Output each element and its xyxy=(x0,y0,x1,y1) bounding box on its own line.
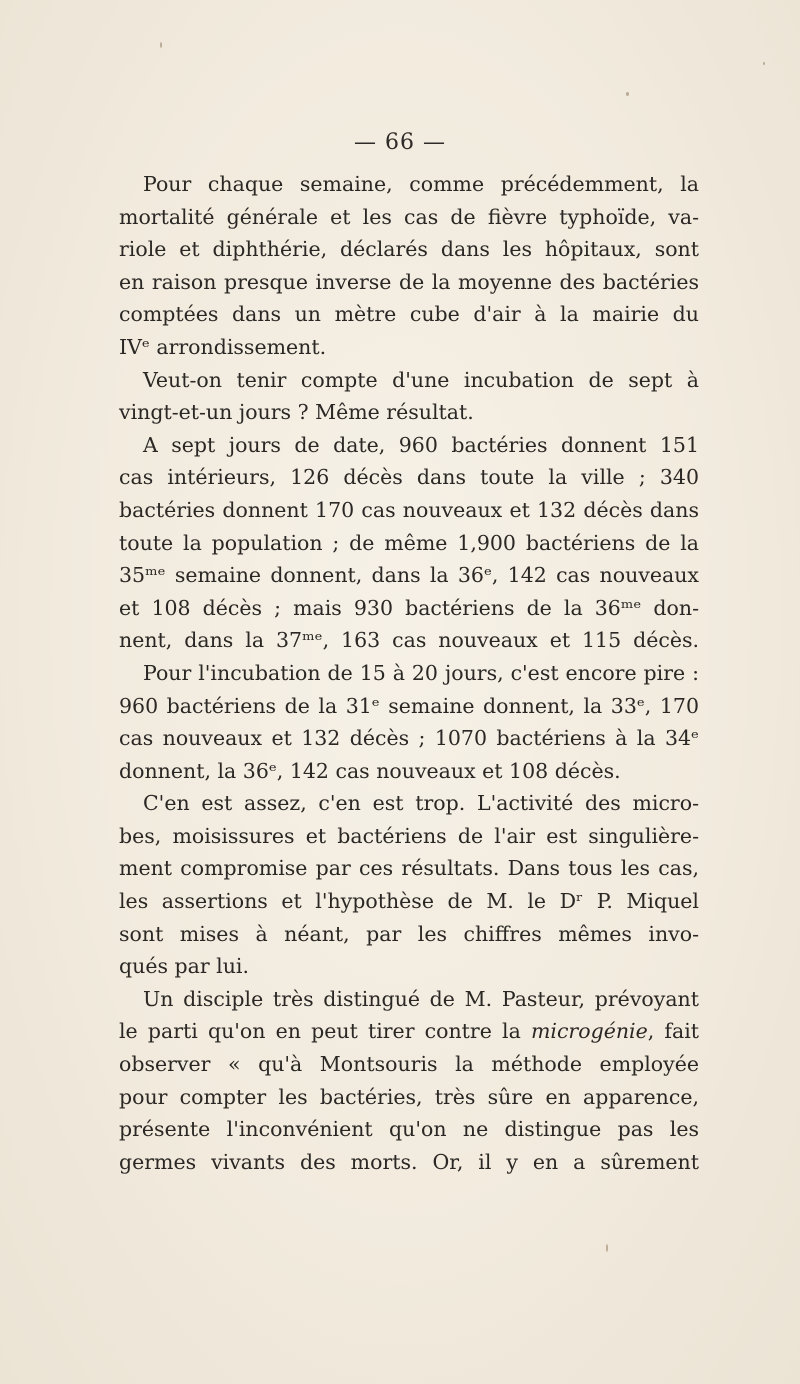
text-line: présente l'inconvénient qu'on ne distingue pas les xyxy=(119,1117,699,1142)
emphasized-word: microgénie xyxy=(530,1019,648,1044)
paper-speck xyxy=(160,42,162,48)
text-line: bactéries donnent 170 cas nouveaux et 132 décès dans xyxy=(119,497,699,522)
text-line: 960 bactériens de la 31ᵉ semaine donnent, la 33ᵉ, 170 xyxy=(119,693,699,718)
text-line: cas nouveaux et 132 décès ; 1070 bactériens à la 34ᵉ xyxy=(119,726,699,751)
text-line: Un disciple très distingué de M. Pasteur, prévoyant xyxy=(143,986,699,1011)
paper-speck xyxy=(763,62,765,65)
text-line: en raison presque inverse de la moyenne des bactéries xyxy=(119,269,699,294)
text-line: les assertions et l'hypothèse de M. le Dʳ P. Miquel xyxy=(119,889,699,914)
text-line: riole et diphthérie, déclarés dans les hôpitaux, sont xyxy=(119,237,699,262)
body-text xyxy=(119,168,699,1178)
text-line: Pour chaque semaine, comme précédemment, la xyxy=(143,172,699,196)
text-line: sont mises à néant, par les chiffres mêmes invo- xyxy=(119,921,699,946)
text-line: qués par lui. xyxy=(119,954,249,979)
text-line: le parti qu'on en peut tirer contre la microgénie, fait xyxy=(119,1019,699,1044)
paper-speck xyxy=(606,1244,608,1252)
text-line: vingt-et-un jours ? Même résultat. xyxy=(119,400,474,425)
text-line: IVᵉ arrondissement. xyxy=(119,334,327,359)
text-line: 35ᵐᵉ semaine donnent, dans la 36ᵉ, 142 cas nouveaux xyxy=(119,563,699,588)
text-line: toute la population ; de même 1,900 bactériens de la xyxy=(119,530,699,555)
text-line: C'en est assez, c'en est trop. L'activité des micro- xyxy=(143,791,699,816)
text-line: ment compromise par ces résultats. Dans tous les cas, xyxy=(119,856,699,881)
text-line: comptées dans un mètre cube d'air à la mairie du xyxy=(119,302,699,327)
text-line: germes vivants des morts. Or, il y en a sûrement xyxy=(119,1149,699,1174)
text-line: Veut-on tenir compte d'une incubation de sept à xyxy=(143,367,699,392)
page-number: — 66 — xyxy=(354,130,446,155)
text-line: bes, moisissures et bactériens de l'air est singulière- xyxy=(119,823,699,848)
text-line: Pour l'incubation de 15 à 20 jours, c'est encore pire : xyxy=(143,660,699,685)
text-line: nent, dans la 37ᵐᵉ, 163 cas nouveaux et 115 décès. xyxy=(119,628,699,653)
text-line: mortalité générale et les cas de fièvre typhoïde, va- xyxy=(119,204,699,229)
text-line: cas intérieurs, 126 décès dans toute la ville ; 340 xyxy=(119,465,699,490)
text-line: A sept jours de date, 960 bactéries donnent 151 xyxy=(143,432,699,457)
text-line: donnent, la 36ᵉ, 142 cas nouveaux et 108 décès. xyxy=(119,758,621,783)
text-line: pour compter les bactéries, très sûre en apparence, xyxy=(119,1084,699,1109)
paper-speck xyxy=(626,92,629,96)
text-line: et 108 décès ; mais 930 bactériens de la 36ᵐᵉ don- xyxy=(119,595,699,620)
text-line: observer « qu'à Montsouris la méthode employée xyxy=(119,1052,699,1077)
